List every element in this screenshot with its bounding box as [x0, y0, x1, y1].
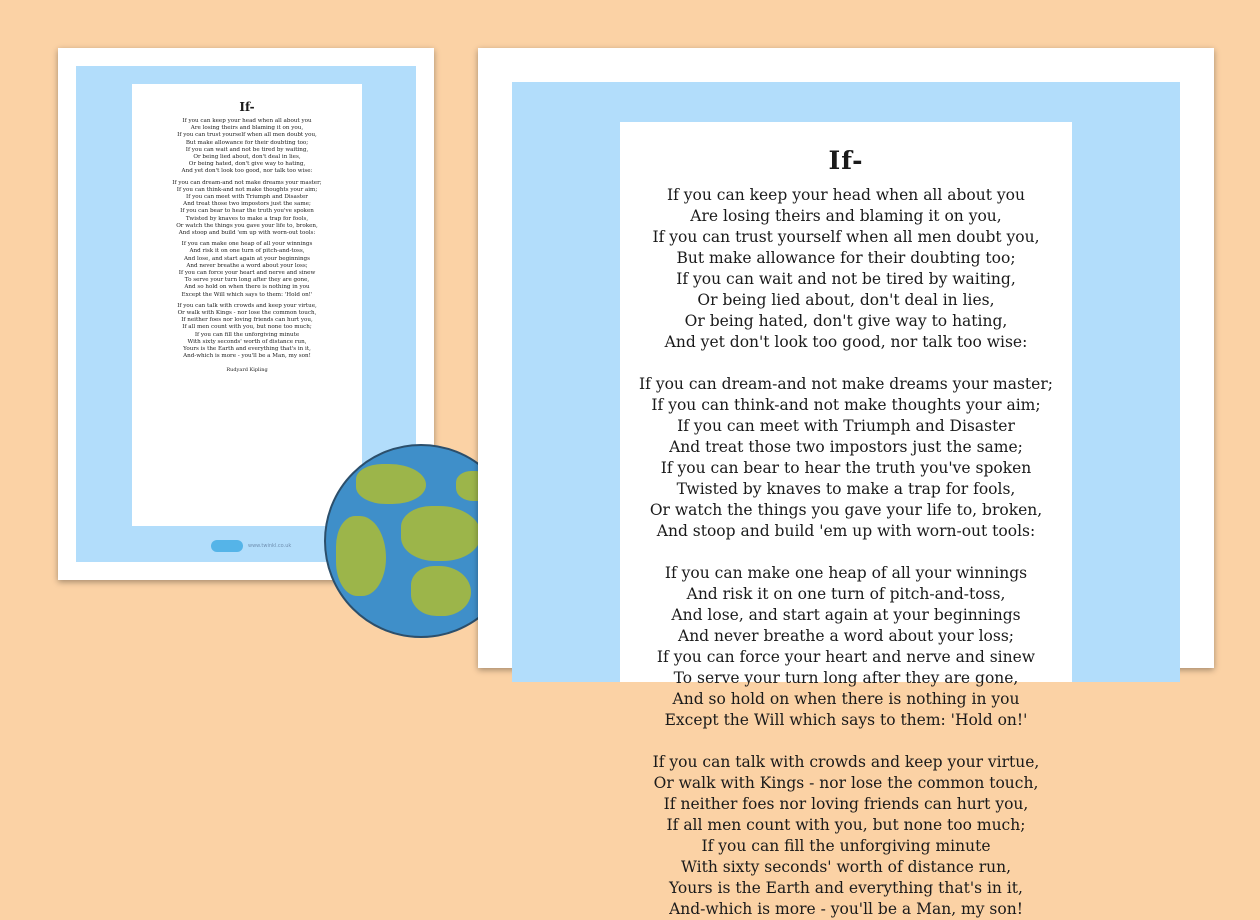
small-poem-line: If you can wait and not be tired by waiting,	[185, 146, 309, 153]
small-stanza	[132, 118, 362, 176]
poem-preview-large	[478, 48, 1214, 918]
large-poem-line: If you can bear to hear the truth you've spoken	[660, 459, 1032, 477]
large-poem-line: With sixty seconds' worth of distance run,	[680, 858, 1012, 876]
small-poem-line: And yet don't look too good, nor talk too wise:	[181, 168, 313, 175]
large-poem-line: To serve your turn long after they are gone,	[673, 669, 1019, 687]
small-poem-line: Or being hated, don't give way to hating,	[188, 161, 306, 168]
small-poem-body	[132, 118, 362, 361]
large-stanza	[620, 374, 1072, 542]
small-poem-line: Are losing theirs and blaming it on you,	[190, 125, 304, 132]
large-poem-line: Or watch the things you gave your life to, broken,	[649, 501, 1043, 519]
small-blue-border	[76, 66, 416, 562]
large-poem-line: If you can meet with Triumph and Disaster	[677, 417, 1015, 435]
large-poem-line: If you can trust yourself when all men doubt you,	[652, 228, 1040, 246]
large-poem-line: If neither foes nor loving friends can hurt you,	[663, 795, 1029, 813]
small-poem-line: Twisted by knaves to make a trap for fools,	[185, 215, 309, 222]
large-poem-line: Or being lied about, don't deal in lies,	[697, 291, 995, 309]
small-poem-line: Except the Will which says to them: 'Hold on!'	[181, 291, 313, 298]
large-stanza	[620, 752, 1072, 920]
small-poem-line: And risk it on one turn of pitch-and-toss,	[189, 248, 305, 255]
large-poem-line: Yours is the Earth and everything that's in it,	[669, 879, 1023, 897]
large-poem-line: And never breathe a word about your loss;	[678, 627, 1014, 645]
small-poem-line: And so hold on when there is nothing in you	[184, 284, 310, 291]
large-poem-card	[620, 122, 1072, 918]
large-poem-line: But make allowance for their doubting too;	[676, 249, 1016, 267]
small-poem-line: If you can force your heart and nerve and sinew	[178, 270, 316, 277]
small-poem-line: With sixty seconds' worth of distance run,	[187, 338, 307, 345]
small-poem-line: If you can talk with crowds and keep your virtue,	[177, 302, 317, 309]
small-poem-line: If you can keep your head when all about you	[182, 118, 312, 124]
small-stanza	[132, 303, 362, 361]
large-poem-line: And risk it on one turn of pitch-and-toss,	[686, 585, 1006, 603]
small-poem-line: If all men count with you, but none too much;	[182, 324, 312, 331]
large-poem-line: If all men count with you, but none too much;	[666, 816, 1026, 834]
small-poem-line: And lose, and start again at your beginnings	[183, 255, 311, 262]
small-poem-line: If you can make one heap of all your winnings	[181, 241, 313, 248]
large-poem-line: And lose, and start again at your beginnings	[671, 606, 1021, 624]
small-poem-line: Or watch the things you gave your life to, broken,	[176, 222, 318, 229]
large-poem-line: If you can make one heap of all your winnings	[664, 564, 1028, 582]
large-stanza	[620, 185, 1072, 353]
small-poem-line: Or walk with Kings - nor lose the common touch,	[177, 310, 317, 317]
small-poem-line: Or being lied about, don't deal in lies,	[193, 154, 301, 161]
large-stanza	[620, 563, 1072, 731]
large-poem-line: And treat those two impostors just the same;	[669, 438, 1023, 456]
small-poem-line: Yours is the Earth and everything that's in it,	[183, 346, 311, 353]
small-poem-line: If you can dream-and not make dreams your master;	[172, 179, 322, 186]
small-poem-line: But make allowance for their doubting too;	[185, 139, 309, 146]
small-poem-line: If you can meet with Triumph and Disaster	[186, 194, 308, 201]
small-poem-author: Rudyard Kipling	[226, 366, 268, 373]
small-poem-line: And stoop and build 'em up with worn-out tools:	[178, 230, 316, 237]
small-poem-line: If neither foes nor loving friends can hurt you,	[181, 317, 313, 324]
small-poem-line: If you can fill the unforgiving minute	[194, 331, 300, 338]
small-poem-line: If you can think-and not make thoughts your aim;	[176, 186, 318, 193]
large-poem-line: Are losing theirs and blaming it on you,	[690, 207, 1002, 225]
large-poem-line: If you can dream-and not make dreams your master;	[639, 375, 1053, 393]
small-poem-line: And treat those two impostors just the same;	[183, 201, 311, 208]
large-poem-line: If you can talk with crowds and keep your virtue,	[652, 753, 1040, 771]
large-poem-line: And stoop and build 'em up with worn-out tools:	[656, 522, 1036, 540]
small-poem-title: If-	[239, 100, 255, 114]
large-poem-line: And yet don't look too good, nor talk too wise:	[664, 333, 1028, 351]
large-poem-line: And so hold on when there is nothing in you	[672, 690, 1020, 708]
large-poem-line: Or being hated, don't give way to hating,	[684, 312, 1008, 330]
large-poem-body	[620, 185, 1072, 920]
large-poem-line: And-which is more - you'll be a Man, my son!	[669, 900, 1023, 918]
large-poem-line: Twisted by knaves to make a trap for fools,	[676, 480, 1016, 498]
large-poem-line: If you can fill the unforgiving minute	[701, 837, 991, 855]
small-stanza	[132, 180, 362, 238]
large-poem-line: If you can keep your head when all about you	[667, 186, 1025, 204]
large-poem-line: If you can wait and not be tired by waiting,	[676, 270, 1016, 288]
large-poem-line: Except the Will which says to them: 'Hold on!'	[664, 711, 1028, 729]
site-url: www.twinkl.co.uk	[248, 543, 292, 549]
small-poem-line: And-which is more - you'll be a Man, my son!	[183, 353, 311, 360]
twinkl-logo	[211, 540, 243, 552]
small-poem-line: If you can trust yourself when all men doubt you,	[177, 132, 317, 139]
large-poem-line: If you can force your heart and nerve and sinew	[656, 648, 1036, 666]
small-poem-line: If you can bear to hear the truth you've spoken	[180, 208, 314, 215]
large-poem-line: Or walk with Kings - nor lose the common touch,	[653, 774, 1039, 792]
large-blue-border	[512, 82, 1180, 918]
small-poem-line: And never breathe a word about your loss;	[186, 262, 308, 269]
small-poem-line: To serve your turn long after they are gone,	[184, 277, 310, 284]
small-poem-card	[132, 84, 362, 526]
poem-preview-small	[58, 48, 434, 580]
large-poem-title: If-	[828, 146, 864, 175]
large-poem-line: If you can think-and not make thoughts your aim;	[651, 396, 1041, 414]
small-stanza	[132, 241, 362, 299]
